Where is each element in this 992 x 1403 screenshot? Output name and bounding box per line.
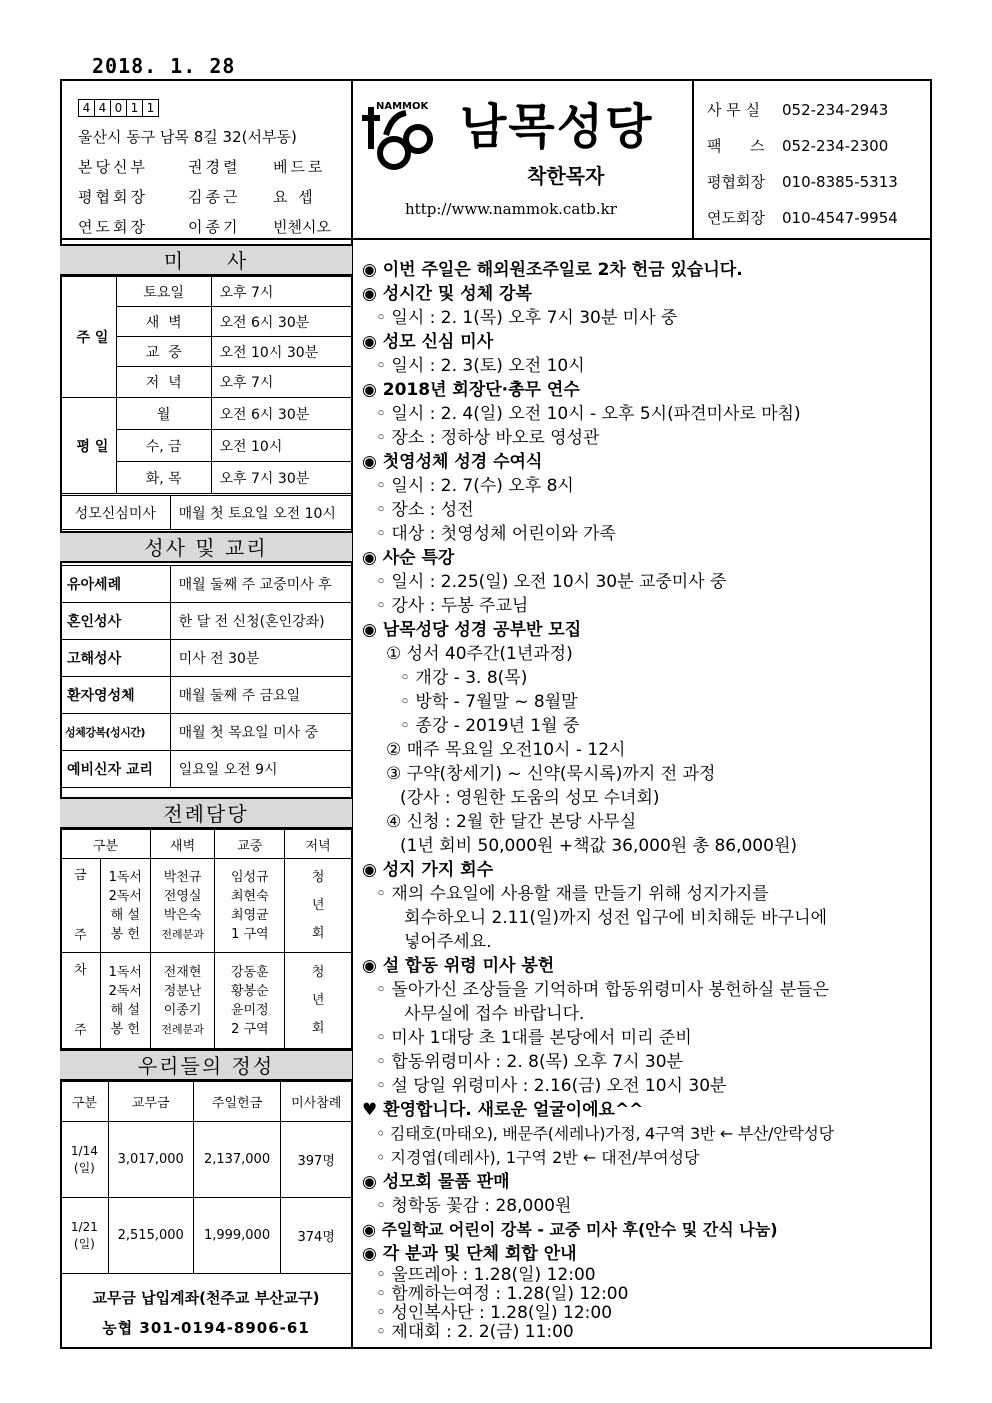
table-row [61, 277, 352, 307]
week-label-top: 금 [74, 867, 87, 883]
notice-detail: ◦ 일시 : 2. 4(일) 오전 10시 - 오후 5시(파견미사로 마침) [376, 404, 801, 424]
offerings-section-title: 우리들의 정성 [60, 1049, 352, 1081]
notice-detail: ◦ 미사 1대당 초 1대를 본당에서 미리 준비 [376, 1028, 692, 1048]
church-name: 남목성당 [460, 99, 654, 155]
evening-char: 년 [311, 992, 325, 1008]
notice-detail: ◦ 강사 : 두봉 주교님 [376, 596, 529, 616]
sacrament-value: 매월 둘째 주 금요일 [170, 677, 351, 714]
table-row [61, 496, 352, 530]
postal-digit: 1 [146, 101, 155, 115]
minister-name: 강동훈 [230, 964, 269, 980]
sacrament-name: 예비신자 교리 [61, 751, 171, 788]
minister-name: 박천규 [163, 869, 202, 885]
staff-name: 김종근 [188, 188, 241, 206]
sacrament-name: 성체강복(성시간) [61, 714, 171, 751]
offering-date-value: 1/14 [70, 1143, 98, 1158]
notice-title: ◉ 각 분과 및 단체 회합 안내 [362, 1244, 577, 1264]
role-label: 봉 헌 [110, 1021, 140, 1037]
notice-detail: ◦ 일시 : 2. 7(수) 오후 8시 [376, 476, 574, 496]
mass-day: 월 [116, 398, 211, 430]
offering-day: (일) [73, 1236, 95, 1251]
staff-role: 본당신부 [78, 158, 148, 176]
notice-detail: ◦ 대상 : 첫영성체 어린이와 가족 [376, 524, 616, 544]
table-row [61, 1198, 352, 1274]
notice-detail: ① 성서 40주간(1년과정) [386, 644, 573, 664]
notice-detail: ◦ 장소 : 성전 [376, 500, 474, 520]
church-logo-icon [362, 95, 442, 175]
notice-detail: (1년 회비 50,000원 +책값 36,000원 총 86,000원) [400, 836, 797, 856]
contact-label: 연도회장 [707, 209, 765, 227]
minister-name: 황봉순 [230, 983, 269, 999]
table-row [61, 830, 352, 859]
column-header: 새벽 [150, 830, 215, 859]
notice-detail: ◦ 함께하는여정 : 1.28(일) 12:00 [376, 1284, 629, 1304]
notice-detail: 회수하오니 2.11(일)까지 성전 입구에 비치해둔 바구니에 [404, 908, 827, 928]
role-label: 1독서 [108, 869, 142, 885]
contact-label: 평협회장 [707, 173, 765, 191]
notice-detail: ◦ 종강 - 2019년 1월 중 [400, 716, 580, 736]
roles-cell [100, 953, 150, 1049]
mass-day: 저 녁 [116, 367, 211, 398]
staff-role: 평협회장 [78, 188, 148, 206]
contact-value: 052-234-2943 [782, 101, 889, 119]
column-header: 주일헌금 [193, 1082, 281, 1122]
marian-mass-label: 성모신심미사 [61, 496, 171, 530]
website-link[interactable]: http://www.nammok.catb.kr [405, 200, 617, 218]
mass-time: 오전 10시 [211, 430, 351, 462]
postal-code [78, 99, 159, 117]
notice-detail: ◦ 성인복사단 : 1.28(일) 12:00 [376, 1303, 613, 1323]
sacrament-name: 유아세례 [61, 566, 171, 603]
mass-day: 교 중 [116, 337, 211, 367]
notice-title: ◉ 2018년 회장단·총무 연수 [362, 380, 580, 400]
notice-detail: ◦ 장소 : 정하상 바오로 영성관 [376, 428, 600, 448]
postal-digit: 1 [127, 100, 143, 116]
minister-name: 이종기 [163, 1002, 202, 1018]
table-row [61, 953, 352, 1049]
table-row [61, 751, 352, 788]
contact-label: 팩 스 [707, 137, 765, 155]
column-header: 미사참례 [281, 1082, 352, 1122]
notice-detail: ◦ 개강 - 3. 8(목) [400, 668, 528, 688]
notice-detail: (강사 : 영원한 도움의 성모 수녀회) [400, 788, 660, 808]
staff-role: 연도회장 [78, 218, 148, 236]
week-label [61, 953, 101, 1049]
offering-day: (일) [73, 1160, 95, 1175]
evening-char: 청 [311, 869, 325, 885]
notice-detail: ◦ 돌아가신 조상들을 기억하며 합동위령미사 봉헌하실 분들은 [376, 980, 829, 1000]
sacrament-name: 고해성사 [61, 640, 171, 677]
role-label: 봉 헌 [110, 926, 140, 942]
evening-cell [285, 859, 352, 953]
minister-name: 전례분과 [161, 1022, 204, 1036]
roles-cell [100, 859, 150, 953]
main-mass-cell [215, 953, 285, 1049]
parish-info [78, 92, 331, 242]
mass-time: 오후 7시 30분 [211, 462, 351, 494]
mass-day: 토요일 [116, 277, 211, 307]
minister-name: 최영균 [230, 907, 269, 923]
postal-digit: 4 [79, 100, 95, 116]
offering-collection: 1,999,000 [193, 1198, 281, 1274]
contact-row [707, 200, 898, 236]
evening-char: 회 [311, 925, 325, 941]
notice-detail: ◦ 제대회 : 2. 2(금) 11:00 [376, 1322, 574, 1342]
notice-title: ◉ 첫영성체 성경 수여식 [362, 452, 543, 472]
contact-label: 사 무 실 [707, 101, 761, 119]
account-label: 교무금 납입계좌(천주교 부산교구) [92, 1289, 320, 1307]
notice-title: ◉ 남목성당 성경 공부반 모집 [362, 620, 582, 640]
sacrament-value: 일요일 오전 9시 [170, 751, 351, 788]
liturgy-section-title: 전례담당 [60, 797, 352, 829]
column-header: 구분 [61, 1082, 109, 1122]
contact-value: 010-4547-9954 [782, 209, 898, 227]
sacrament-value: 매월 첫 목요일 미사 중 [170, 714, 351, 751]
address: 울산시 동구 남목 8길 32(서부동) [78, 128, 297, 146]
evening-char: 청 [311, 964, 325, 980]
postal-digit: 4 [95, 100, 111, 116]
notice-title: ◉ 사순 특강 [362, 548, 455, 568]
column-header: 구분 [61, 830, 151, 859]
week-label-bottom: 주 [74, 927, 87, 943]
weekday-label: 평 일 [61, 398, 117, 494]
evening-cell [285, 953, 352, 1049]
notice-detail: ◦ 일시 : 2.25(일) 오전 10시 30분 교중미사 중 [376, 572, 727, 592]
mass-section-title: 미 사 [60, 244, 352, 276]
offering-attendance: 397명 [281, 1122, 352, 1198]
header-contact-divider [692, 79, 694, 239]
minister-name: 전례분과 [161, 927, 204, 941]
account-number: 농협 301-0194-8906-61 [102, 1319, 310, 1337]
notice-detail: ◦ 청학동 꽃감 : 28,000원 [376, 1196, 572, 1216]
mass-schedule-table [60, 276, 352, 494]
staff-baptismal-name: 요 셉 [273, 188, 316, 206]
notice-detail: ◦ 김태호(마태오), 배문주(세레나)가정, 4구역 3반 ← 부산/안락성당 [376, 1124, 834, 1143]
contact-value: 052-234-2300 [782, 137, 889, 155]
bulletin-date: 2018. 1. 28 [92, 54, 236, 78]
table-row [61, 566, 352, 603]
notice-detail: ◦ 방학 - 7월말 ~ 8월말 [400, 692, 578, 712]
motto: 착한목자 [527, 164, 605, 188]
column-header: 저녁 [285, 830, 352, 859]
table-row [61, 603, 352, 640]
table-row [61, 859, 352, 953]
offering-attendance: 374명 [281, 1198, 352, 1274]
sacrament-value: 매월 둘째 주 교중미사 후 [170, 566, 351, 603]
sacrament-name: 환자영성체 [61, 677, 171, 714]
minister-name: 전영실 [163, 888, 202, 904]
minister-name: 1 구역 [231, 926, 269, 942]
sacrament-name: 혼인성사 [61, 603, 171, 640]
dawn-cell [150, 953, 215, 1049]
table-row [61, 1122, 352, 1198]
sacraments-table [60, 565, 352, 788]
notice-title: ◉ 성시간 및 성체 강복 [362, 284, 532, 304]
evening-char: 회 [311, 1020, 325, 1036]
staff-baptismal-name: 베드로 [273, 158, 326, 176]
minister-name: 정분난 [163, 983, 202, 999]
notice-detail: ◦ 재의 수요일에 사용할 재를 만들기 위해 성지가지를 [376, 884, 769, 904]
mass-time: 오전 6시 30분 [211, 307, 351, 337]
notice-detail: ◦ 합동위령미사 : 2. 8(목) 오후 7시 30분 [376, 1052, 683, 1072]
minister-name: 박은숙 [163, 907, 202, 923]
week-label [61, 859, 101, 953]
notice-detail: 넣어주세요. [404, 932, 492, 952]
notice-detail: ◦ 울뜨레아 : 1.28(일) 12:00 [376, 1265, 596, 1285]
staff-name: 권경렬 [188, 158, 241, 176]
offerings-table [60, 1081, 352, 1274]
contact-list [707, 92, 898, 236]
sacraments-section-title: 성사 및 교리 [60, 531, 352, 563]
minister-name: 2 구역 [231, 1021, 269, 1037]
notice-detail: ◦ 일시 : 2. 3(토) 오전 10시 [376, 356, 585, 376]
minister-name: 임성규 [230, 869, 269, 885]
offering-dues: 3,017,000 [108, 1122, 193, 1198]
liturgy-table [60, 829, 352, 1049]
sunday-label: 주 일 [61, 277, 117, 398]
week-label-bottom: 주 [74, 1022, 87, 1038]
offering-date [61, 1122, 109, 1198]
contact-value: 010-8385-5313 [782, 173, 898, 191]
notice-title: ◉ 이번 주일은 해외원조주일로 2차 헌금 있습니다. [362, 260, 743, 280]
logo-text: NAMMOK [376, 101, 429, 112]
dawn-cell [150, 859, 215, 953]
contact-row [707, 128, 898, 164]
notice-detail: ② 매주 목요일 오전10시 - 12시 [386, 740, 626, 760]
contact-row [707, 164, 898, 200]
notice-detail: ③ 구약(창세기) ~ 신약(묵시록)까지 전 과정 [386, 764, 716, 784]
marian-mass-table [60, 495, 352, 530]
marian-mass-time: 매월 첫 토요일 오전 10시 [170, 496, 351, 530]
offering-collection: 2,137,000 [193, 1122, 281, 1198]
account-info [60, 1283, 352, 1343]
notice-title: ◉ 성모 신심 미사 [362, 332, 494, 352]
contact-row [707, 92, 898, 128]
table-row [61, 1082, 352, 1122]
mass-time: 오전 6시 30분 [211, 398, 351, 430]
week-label-top: 차 [74, 962, 87, 978]
main-mass-cell [215, 859, 285, 953]
notice-detail: 사무실에 접수 바랍니다. [404, 1004, 585, 1024]
staff-name: 이종기 [188, 218, 241, 236]
notice-title: ◉ 주일학교 어린이 강복 - 교중 미사 후(안수 및 간식 나눔) [362, 1220, 778, 1239]
table-row [61, 714, 352, 751]
notice-title: ◉ 성지 가지 회수 [362, 860, 494, 880]
mass-time: 오전 10시 30분 [211, 337, 351, 367]
staff-baptismal-name: 빈첸시오 [273, 218, 331, 236]
notice-detail: ④ 신청 : 2월 한 달간 본당 사무실 [386, 812, 637, 832]
column-header: 교중 [215, 830, 285, 859]
table-row [61, 398, 352, 430]
mass-time: 오후 7시 [211, 277, 351, 307]
minister-name: 윤미정 [230, 1002, 269, 1018]
staff-row [78, 182, 331, 212]
notice-detail: ◦ 지경엽(데레사), 1구역 2반 ← 대전/부여성당 [376, 1148, 700, 1167]
offering-date-value: 1/21 [70, 1219, 98, 1234]
notice-title: ◉ 성모회 물품 판매 [362, 1172, 510, 1192]
minister-name: 전재현 [163, 964, 202, 980]
notice-title: ♥ 환영합니다. 새로운 얼굴이에요^^ [362, 1100, 644, 1120]
role-label: 해 설 [110, 907, 140, 923]
staff-row [78, 212, 331, 242]
notice-detail: ◦ 일시 : 2. 1(목) 오후 7시 30분 미사 중 [376, 308, 678, 328]
role-label: 2독서 [108, 888, 142, 904]
mass-time: 오후 7시 [211, 367, 351, 398]
notice-title: ◉ 설 합동 위령 미사 봉헌 [362, 956, 555, 976]
notice-detail: ◦ 설 당일 위령미사 : 2.16(금) 오전 10시 30분 [376, 1076, 727, 1096]
sacrament-value: 한 달 전 신청(혼인강좌) [170, 603, 351, 640]
mass-day: 화, 목 [116, 462, 211, 494]
offering-date [61, 1198, 109, 1274]
notices [362, 258, 927, 1342]
mass-day: 새 벽 [116, 307, 211, 337]
table-row [61, 640, 352, 677]
role-label: 1독서 [108, 964, 142, 980]
staff-row [78, 152, 331, 182]
role-label: 해 설 [110, 1002, 140, 1018]
table-row [61, 677, 352, 714]
column-header: 교무금 [108, 1082, 193, 1122]
minister-name: 최현숙 [230, 888, 269, 904]
role-label: 2독서 [108, 983, 142, 999]
offering-dues: 2,515,000 [108, 1198, 193, 1274]
postal-digit: 0 [111, 100, 127, 116]
evening-char: 년 [311, 897, 325, 913]
sacrament-value: 미사 전 30분 [170, 640, 351, 677]
mass-day: 수, 금 [116, 430, 211, 462]
